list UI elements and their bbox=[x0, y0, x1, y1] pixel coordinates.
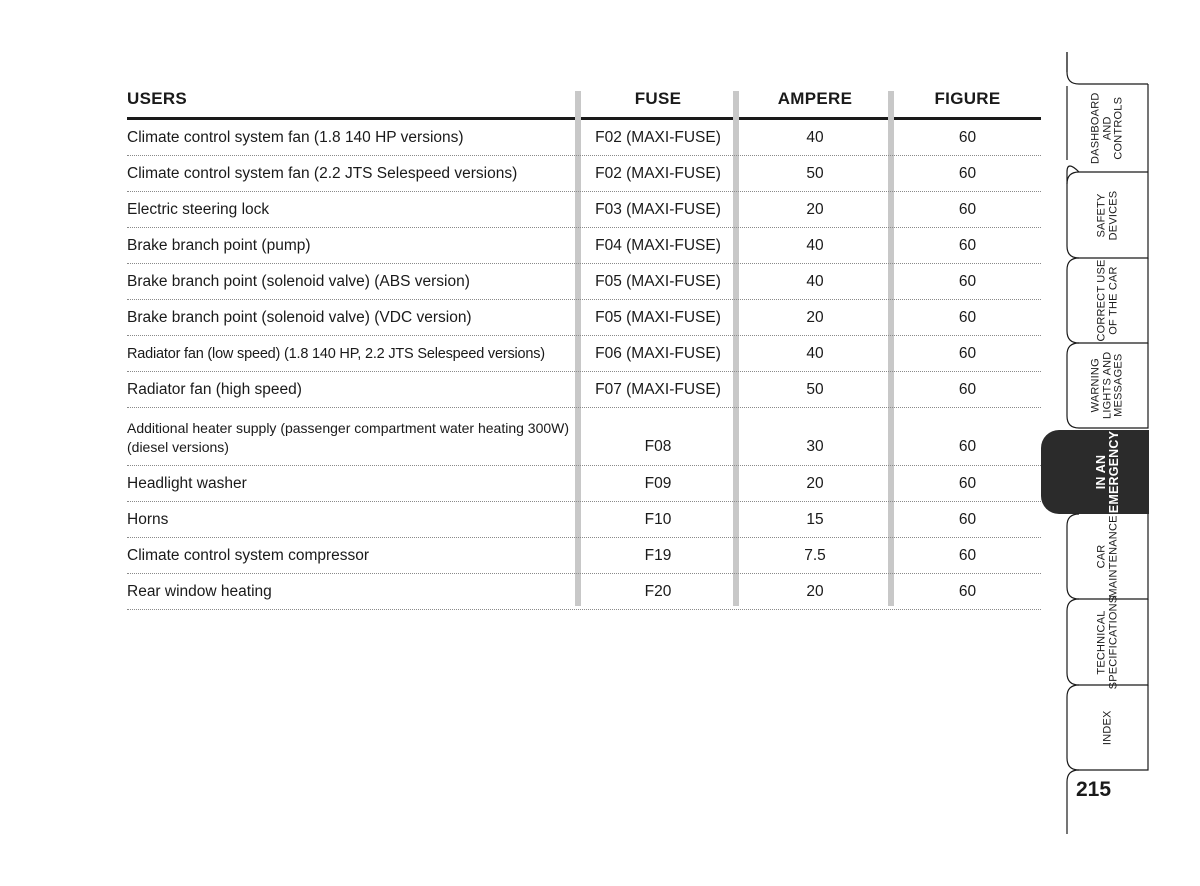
cell-fuse: F03 (MAXI-FUSE) bbox=[595, 200, 721, 218]
cell-figure: 60 bbox=[958, 236, 977, 254]
tab-label: CAR MAINTENANCE bbox=[1095, 515, 1120, 598]
header-fuse: FUSE bbox=[634, 89, 682, 108]
table-body bbox=[127, 120, 1041, 610]
cell-figure: 60 bbox=[958, 474, 977, 492]
cell-fuse: F10 bbox=[644, 510, 672, 528]
cell-fuse: F04 (MAXI-FUSE) bbox=[595, 236, 721, 254]
cell-user: Electric steering lock bbox=[127, 200, 270, 218]
cell-fuse: F02 (MAXI-FUSE) bbox=[595, 164, 721, 182]
cell-user: Radiator fan (low speed) (1.8 140 HP, 2.2 JTS Selespeed versions) bbox=[127, 345, 545, 362]
cell-ampere: 20 bbox=[806, 474, 824, 492]
table-row bbox=[127, 336, 1041, 372]
tab-label: WARNING LIGHTS AND MESSAGES bbox=[1089, 351, 1125, 420]
header-ampere: AMPERE bbox=[777, 89, 853, 108]
tab-label: SAFETY DEVICES bbox=[1095, 190, 1119, 240]
cell-user: Climate control system fan (1.8 140 HP versions) bbox=[127, 128, 464, 146]
cell-fuse: F02 (MAXI-FUSE) bbox=[595, 128, 721, 146]
cell-ampere: 20 bbox=[806, 582, 824, 600]
cell-fuse: F09 bbox=[644, 474, 672, 492]
cell-user: Radiator fan (high speed) bbox=[127, 380, 302, 398]
cell-user: Brake branch point (pump) bbox=[127, 236, 311, 254]
tab-outline bbox=[1036, 52, 1200, 842]
table-row bbox=[127, 466, 1041, 502]
cell-fuse: F06 (MAXI-FUSE) bbox=[595, 344, 721, 362]
fuse-table bbox=[127, 80, 1041, 610]
table-row bbox=[127, 120, 1041, 156]
cell-user: Horns bbox=[127, 510, 169, 528]
cell-ampere: 40 bbox=[806, 128, 824, 146]
cell-figure: 60 bbox=[958, 438, 977, 455]
cell-ampere: 50 bbox=[806, 380, 824, 398]
tab-label: TECHNICAL SPECIFICATIONS bbox=[1095, 595, 1120, 689]
cell-user: Headlight washer bbox=[127, 474, 247, 492]
cell-figure: 60 bbox=[958, 200, 977, 218]
header-figure: FIGURE bbox=[934, 89, 1001, 108]
cell-figure: 60 bbox=[958, 380, 977, 398]
cell-figure: 60 bbox=[958, 128, 977, 146]
cell-fuse: F20 bbox=[644, 582, 672, 600]
table-row bbox=[127, 574, 1041, 610]
page-number: 215 bbox=[1076, 778, 1112, 801]
cell-figure: 60 bbox=[958, 272, 977, 290]
cell-user: Additional heater supply (passenger compartment water heating 300W) (diesel versions) bbox=[127, 419, 570, 455]
table-row bbox=[127, 372, 1041, 408]
cell-fuse: F19 bbox=[644, 546, 672, 564]
table-row bbox=[127, 538, 1041, 574]
cell-fuse: F07 (MAXI-FUSE) bbox=[595, 380, 721, 398]
cell-ampere: 20 bbox=[806, 308, 824, 326]
cell-figure: 60 bbox=[958, 344, 977, 362]
table-row bbox=[127, 192, 1041, 228]
cell-ampere: 30 bbox=[806, 438, 824, 455]
cell-figure: 60 bbox=[958, 308, 977, 326]
cell-fuse: F08 bbox=[644, 438, 672, 455]
table-header bbox=[127, 80, 1041, 120]
tab-label: IN AN EMERGENCY bbox=[1094, 430, 1121, 514]
cell-user: Climate control system fan (2.2 JTS Selespeed versions) bbox=[127, 164, 518, 182]
cell-ampere: 20 bbox=[806, 200, 824, 218]
cell-ampere: 50 bbox=[806, 164, 824, 182]
tab-label: INDEX bbox=[1101, 710, 1114, 746]
cell-figure: 60 bbox=[958, 510, 977, 528]
cell-user: Brake branch point (solenoid valve) (VDC version) bbox=[127, 308, 472, 326]
cell-fuse: F05 (MAXI-FUSE) bbox=[595, 272, 721, 290]
table-row bbox=[127, 156, 1041, 192]
cell-user: Climate control system compressor bbox=[127, 546, 370, 564]
cell-ampere: 40 bbox=[806, 272, 824, 290]
table-row bbox=[127, 228, 1041, 264]
cell-user: Brake branch point (solenoid valve) (ABS version) bbox=[127, 272, 470, 290]
cell-figure: 60 bbox=[958, 546, 977, 564]
table-row bbox=[127, 264, 1041, 300]
cell-ampere: 7.5 bbox=[804, 546, 826, 564]
tab-label: DASHBOARD AND CONTROLS bbox=[1089, 92, 1125, 164]
cell-figure: 60 bbox=[958, 582, 977, 600]
cell-ampere: 40 bbox=[806, 236, 824, 254]
header-users: USERS bbox=[127, 89, 188, 108]
tab-label: CORRECT USE OF THE CAR bbox=[1095, 259, 1120, 342]
cell-ampere: 15 bbox=[806, 510, 824, 528]
cell-fuse: F05 (MAXI-FUSE) bbox=[595, 308, 721, 326]
table-row bbox=[127, 408, 1041, 466]
cell-ampere: 40 bbox=[806, 344, 824, 362]
table-row bbox=[127, 502, 1041, 538]
table-row bbox=[127, 300, 1041, 336]
cell-figure: 60 bbox=[958, 164, 977, 182]
cell-user: Rear window heating bbox=[127, 582, 272, 600]
